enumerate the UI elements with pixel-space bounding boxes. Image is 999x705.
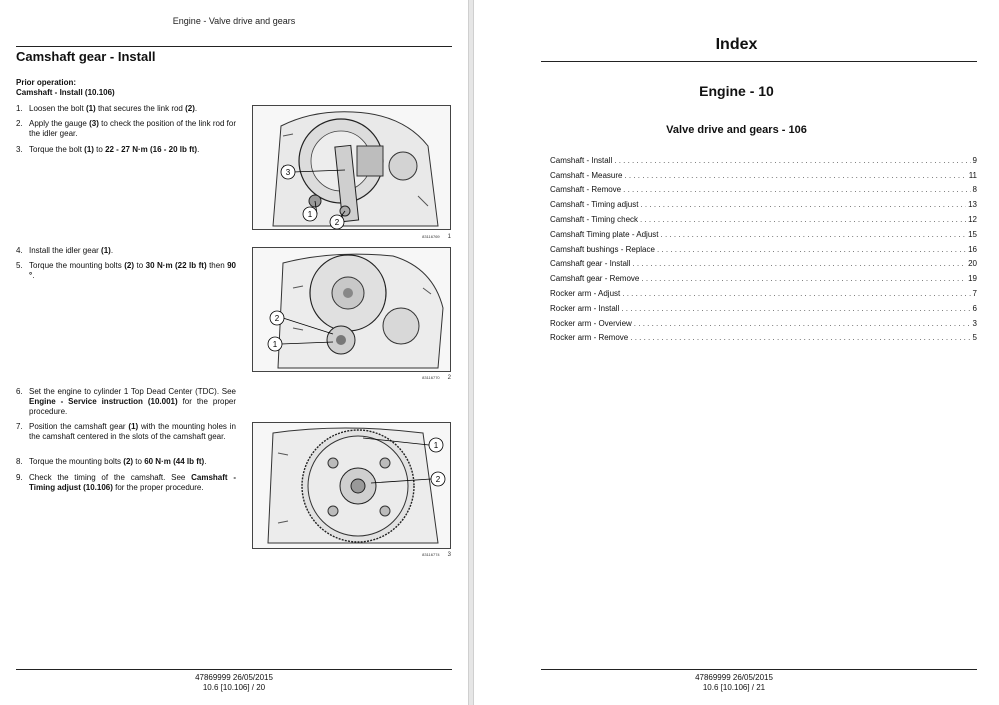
timing-adjust-link[interactable]: Camshaft - Timing adjust (10.106) <box>29 473 236 492</box>
index-entry-page[interactable]: 20 <box>968 259 977 269</box>
step-5: 5. Torque the mounting bolts (2) to 30 N·m (22 lb ft) then 90 °. <box>16 261 237 280</box>
footer-page-number: 10.6 [10.106] / 20 <box>202 683 266 692</box>
index-entry-page[interactable]: 7 <box>972 288 977 298</box>
engine-front-drawing-2 <box>253 248 451 372</box>
index-entry-leader <box>624 171 966 180</box>
callout-3 <box>281 165 295 179</box>
index-entry-title[interactable]: Rocker arm - Overview <box>550 318 632 328</box>
index-entry-leader <box>634 319 971 328</box>
prior-operation-link[interactable]: Camshaft - Install (10.106) <box>16 88 115 97</box>
callout-2 <box>270 311 284 325</box>
index-entry-page[interactable]: 15 <box>968 229 977 239</box>
index-entry-title[interactable]: Rocker arm - Adjust <box>550 288 621 298</box>
index-entry-title[interactable]: Camshaft Timing plate - Adjust <box>550 229 659 239</box>
engine-front-drawing-3 <box>253 423 451 549</box>
step-4: 4. Install the idler gear (1). <box>16 246 114 255</box>
index-entry-leader <box>661 230 967 239</box>
index-entry-title[interactable]: Camshaft - Install <box>550 155 613 165</box>
footer-rule <box>541 669 977 670</box>
callout-1 <box>303 207 317 221</box>
svg-text:3: 3 <box>285 168 291 177</box>
figure-2-idler-gear <box>252 247 451 372</box>
right-page <box>474 0 999 705</box>
callout-2 <box>431 472 445 486</box>
index-entry[interactable] <box>550 150 977 165</box>
index-entry-leader <box>640 215 966 224</box>
index-entry-leader <box>623 185 970 194</box>
index-entry-page[interactable]: 12 <box>968 214 977 224</box>
step-7: 7. Position the camshaft gear (1) with the mounting holes in the camshaft centered in the slots of the camshaft gear. <box>16 422 236 441</box>
index-entry-leader <box>621 304 970 313</box>
index-entry-page[interactable]: 8 <box>972 185 977 195</box>
callout-1 <box>268 337 282 351</box>
index-entry[interactable] <box>550 239 977 254</box>
prior-operation <box>16 78 115 98</box>
svg-text:1: 1 <box>307 210 313 219</box>
running-header: Engine - Valve drive and gears <box>172 16 296 26</box>
index-entry[interactable] <box>550 165 977 180</box>
footer <box>84 673 384 693</box>
svg-text:2: 2 <box>435 475 441 484</box>
callout-2 <box>330 215 344 229</box>
index-entry-leader <box>632 259 966 268</box>
step-3: 3. Torque the bolt (1) to 22 - 27 N·m (16 - 20 lb ft). <box>16 145 200 154</box>
figure-1-link-rod <box>252 105 451 230</box>
index-entry[interactable] <box>550 328 977 343</box>
left-page <box>0 0 468 705</box>
prior-operation-label: Prior operation: <box>16 78 77 87</box>
figure-3-camshaft-gear <box>252 422 451 549</box>
index-entry-page[interactable]: 16 <box>968 244 977 254</box>
service-instruction-link[interactable]: Engine - Service instruction (10.001) <box>29 397 178 406</box>
index-title: Index <box>715 36 758 53</box>
step-2: 2. Apply the gauge (3) to check the position of the link rod for the idler gear. <box>16 119 237 138</box>
index-entry[interactable] <box>550 283 977 298</box>
index-entry-page[interactable]: 9 <box>972 155 977 165</box>
index-entry-leader <box>641 274 966 283</box>
index-entry-leader <box>622 289 970 298</box>
footer-page-number: 10.6 [10.106] / 21 <box>702 683 766 692</box>
page-title: Camshaft gear - Install <box>16 49 156 64</box>
index-list <box>550 150 977 342</box>
index-entry-page[interactable]: 5 <box>972 333 977 343</box>
step-6: 6. Set the engine to cylinder 1 Top Dead Center (TDC). See Engine - Service instruction (10.001) for the proper procedure. <box>16 387 236 416</box>
index-entry-title[interactable]: Rocker arm - Install <box>550 303 620 313</box>
svg-text:2: 2 <box>334 218 340 227</box>
svg-text:1: 1 <box>272 340 278 349</box>
index-section: Engine - 10 <box>699 83 774 99</box>
svg-text:2: 2 <box>274 314 280 323</box>
index-entry-leader <box>630 333 970 342</box>
footer <box>584 673 884 693</box>
step-1: 1. Loosen the bolt (1) that secures the link rod (2). <box>16 104 198 113</box>
index-entry[interactable] <box>550 224 977 239</box>
engine-front-drawing-1 <box>253 106 451 230</box>
figure-2-caption: 83116770 2 <box>422 375 451 381</box>
index-entry[interactable] <box>550 298 977 313</box>
footer-rule <box>16 669 452 670</box>
index-entry-title[interactable]: Camshaft gear - Install <box>550 259 631 269</box>
index-entry-leader <box>640 200 966 209</box>
step-9: 9. Check the timing of the camshaft. See Camshaft - Timing adjust (10.106) for the proper procedure. <box>16 473 236 492</box>
index-entry-title[interactable]: Camshaft - Measure <box>550 170 623 180</box>
step-8: 8. Torque the mounting bolts (2) to 60 N·m (44 lb ft). <box>16 457 207 466</box>
index-entry-title[interactable]: Camshaft bushings - Replace <box>550 244 655 254</box>
index-entry[interactable] <box>550 268 977 283</box>
index-entry-leader <box>614 156 970 165</box>
title-rule <box>16 46 452 47</box>
svg-text:1: 1 <box>433 441 439 450</box>
index-entry-page[interactable]: 11 <box>968 170 977 180</box>
index-entry[interactable] <box>550 180 977 195</box>
index-entry-title[interactable]: Camshaft - Timing adjust <box>550 200 639 210</box>
index-entry[interactable] <box>550 313 977 328</box>
figure-3-caption: 83116774 3 <box>422 552 451 558</box>
figure-1-caption: 83116769 1 <box>422 234 451 240</box>
index-entry-title[interactable]: Camshaft - Timing check <box>550 214 639 224</box>
index-entry[interactable] <box>550 209 977 224</box>
index-entry-leader <box>657 245 966 254</box>
index-entry-page[interactable]: 3 <box>972 318 977 328</box>
index-entry-title[interactable]: Camshaft gear - Remove <box>550 274 640 284</box>
index-entry-title[interactable]: Rocker arm - Remove <box>550 333 629 343</box>
index-entry-page[interactable]: 19 <box>968 274 977 284</box>
index-entry-page[interactable]: 13 <box>968 200 977 210</box>
index-entry[interactable] <box>550 194 977 209</box>
index-entry-page[interactable]: 6 <box>972 303 977 313</box>
callout-1 <box>429 438 443 452</box>
footer-doc: 47869999 26/05/2015 <box>195 673 273 682</box>
index-entry[interactable] <box>550 254 977 269</box>
index-entry-title[interactable]: Camshaft - Remove <box>550 185 622 195</box>
index-subsection: Valve drive and gears - 106 <box>666 124 807 136</box>
index-rule <box>541 61 977 62</box>
footer-doc: 47869999 26/05/2015 <box>695 673 773 682</box>
